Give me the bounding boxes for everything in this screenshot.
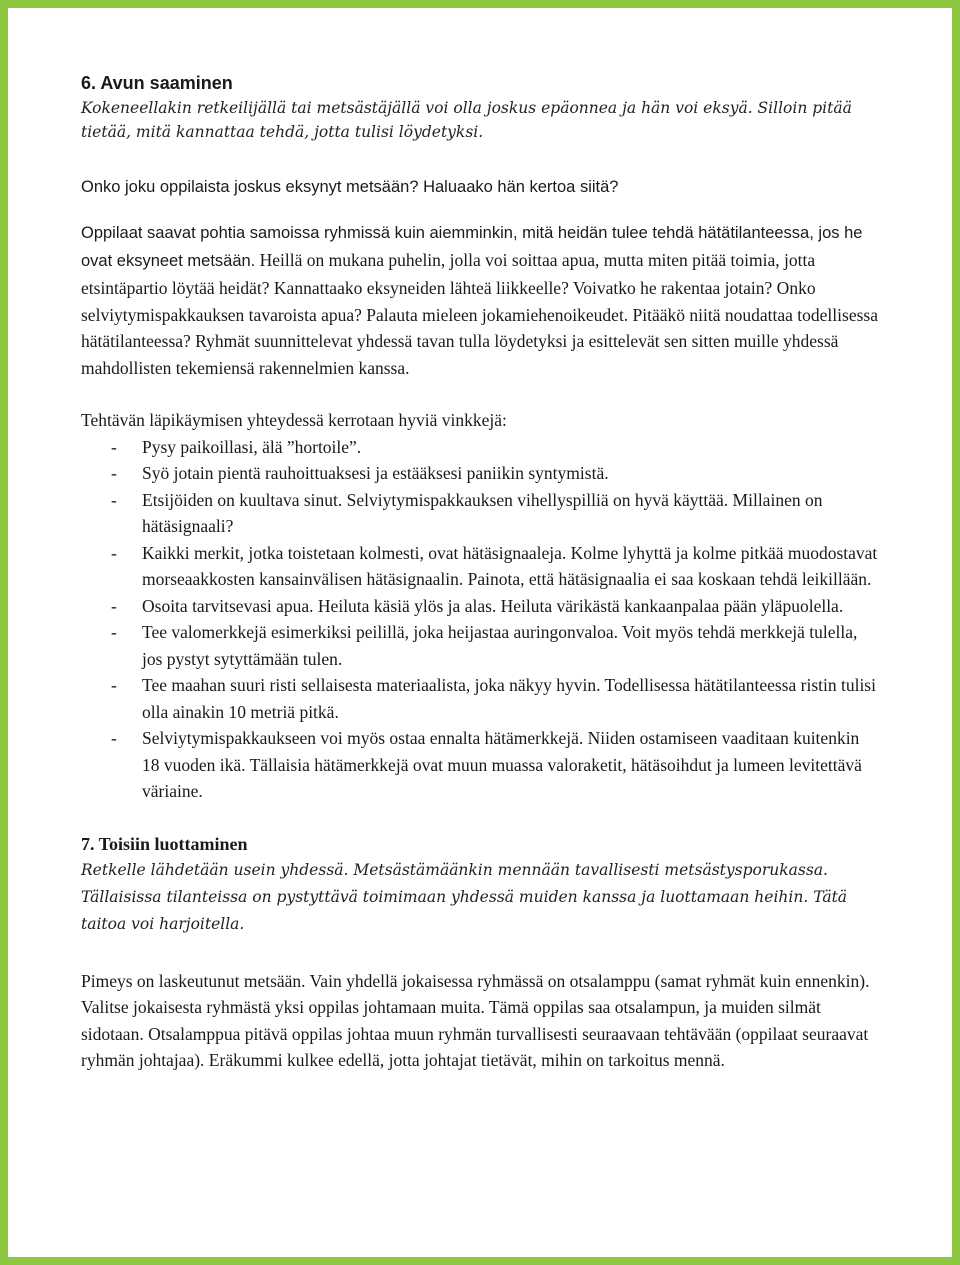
list-item: - Kaikki merkit, jotka toistetaan kolmesti, ovat hätäsignaaleja. Kolme lyhyttä ja kolme pitkää muodostavat morseaakkosten kansainvälisen hätäsignaalin. Painota, että hätäsignaalia ei saa koskaan tehdä leikillään. [111,542,878,589]
list-item: - Tee maahan suuri risti sellaisesta materiaalista, joka näkyy hyvin. Todellisessa hätätilanteessa ristin tulisi olla ainakin 10 metriä pitkä. [111,675,876,722]
section-6-paragraph-serif: Heillä on mukana puhelin, jolla voi soittaa apua, mutta miten pitää toimia, jotta etsintäpartio löytää heidät? Kannattaako eksyneiden lähteä liikkeelle? Voivatko he rakentaa jotain? Onko selviytymispakkauksen tavaroista apua? Palauta mieleen jokamiehenoikeudet. Pitääkö niitä noudattaa todellisessa hätätilanteessa? Ryhmät suunnittelevat yhdessä tavan tulla löydetyksi ja esittelevät sen sitten muille yhdessä mahdollisten tekemiensä rakennelmien kanssa. [81,250,878,378]
list-item: - Selviytymispakkaukseen voi myös ostaa ennalta hätämerkkejä. Niiden ostamiseen vaaditaan kuitenkin 18 vuoden ikä. Tällaisia hätämerkkejä ovat muun muassa valoraketit, hätäsoihdut ja lumeen levitettävä väriaine. [111,728,862,801]
tips-heading: Tehtävän läpikäymisen yhteydessä kerrotaan hyviä vinkkejä: [81,410,507,430]
section-6-intro: Kokeneellakin retkeilijällä tai metsästäjällä voi olla joskus epäonnea ja hän voi eksyä. Silloin pitää tietää, mitä kannattaa tehdä, jotta tulisi löydetyksi. [81,99,852,141]
section-6-paragraph-sans: Oppilaat saavat pohtia samoissa ryhmissä kuin aiemminkin, mitä heidän tulee tehdä hätätilanteessa, jos he ovat eksyneet metsään. [81,224,863,270]
list-item: - Etsijöiden on kuultava sinut. Selviytymispakkauksen vihellyspilliä on hyvä käyttää. Millainen on hätäsignaali? [111,489,823,536]
section-6-title: 6. Avun saaminen [81,73,233,93]
list-item: - Tee valomerkkejä esimerkiksi peilillä, joka heijastaa auringonvaloa. Voit myös tehdä merkkejä tulella, jos pystyt sytyttämään tulen. [111,622,858,669]
list-item: - Pysy paikoillasi, älä ”hortoile”. [111,436,362,457]
list-item: - Osoita tarvitsevasi apua. Heiluta käsiä ylös ja alas. Heiluta värikästä kankaanpalaa pään yläpuolella. [111,595,844,616]
section-6-question: Onko joku oppilaista joskus eksynyt metsään? Haluaako hän kertoa siitä? [81,178,619,196]
section-7-paragraph: Pimeys on laskeutunut metsään. Vain yhdellä jokaisessa ryhmässä on otsalamppu (samat ryhmät kuin ennenkin). Valitse jokaisesta ryhmästä yksi oppilas johtamaan muita. Tämä oppilas saa otsalampun, ja muiden silmät sidotaan. Otsalamppua pitävä oppilas johtaa muun ryhmän turvallisesti seuraavaan tehtävään (oppilaat seuraavat ryhmän johtajaa). Eräkummi kulkee edellä, jotta johtajat tietävät, mihin on tarkoitus mennä. [81,970,870,1070]
section-7-title: 7. Toisiin luottaminen [81,833,248,854]
list-item: - Syö jotain pientä rauhoittuaksesi ja estääksesi paniikin syntymistä. [111,463,609,483]
tips-list [81,434,881,805]
document-page [81,70,881,1074]
section-7-intro: Retkelle lähdetään usein yhdessä. Metsästämäänkin mennään tavallisesti metsästysporukassa. Tällaisissa tilanteissa on pystyttävä toimimaan yhdessä muiden kanssa ja luottamaan heihin. Tätä taitoa voi harjoitella. [81,860,848,933]
